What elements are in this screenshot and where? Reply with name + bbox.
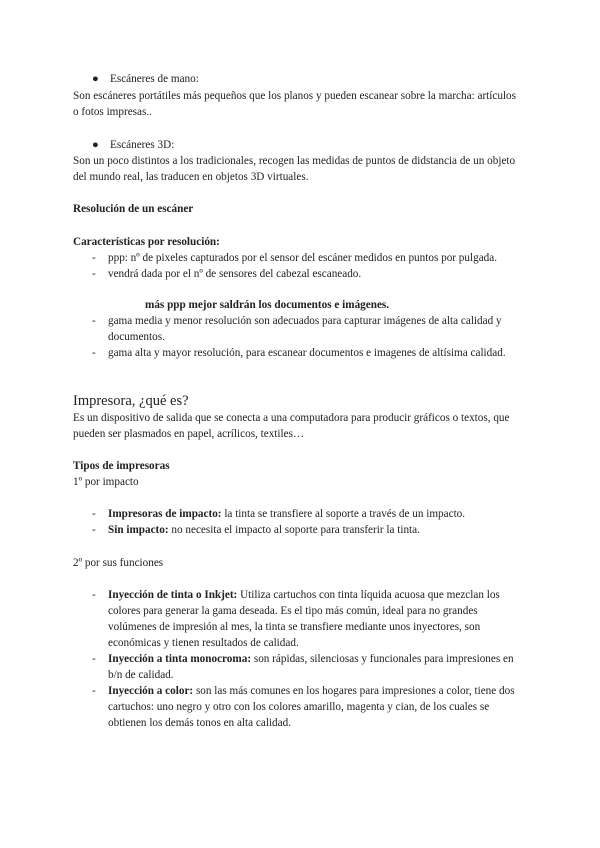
hand-scanners-text: Son escáneres portátiles más pequeños que los planos y pueden escanear sobre la marcha: artículos o fotos impresas.. xyxy=(73,90,516,118)
3d-scanners-text: Son un poco distintos a los tradicionales, recogen las medidas de puntos de didstancia de un objeto del mundo real, las traducen en objetos 3D virtuales. xyxy=(73,155,516,183)
bullet-label: Escáneres de mano: xyxy=(110,73,199,85)
bullet-dot: ● xyxy=(92,139,99,151)
by-function-label: 2º por sus funciones xyxy=(73,557,164,569)
list-item xyxy=(92,250,512,266)
dash-marker: - xyxy=(92,252,96,264)
bullet-label: Escáneres 3D: xyxy=(110,139,175,151)
list-item xyxy=(92,587,524,651)
dash-marker: - xyxy=(92,268,96,280)
list-item xyxy=(92,345,532,361)
item-desc: Utiliza cartuchos con tinta líquida acuosa que mezclan los colores para generar la gama deseada. Es el tipo más común, ideal para no grandes volúmenes de impresión al mes, la tinta se transfiere mediante unos inyectores, son económicas y tienen resultados de calidad. xyxy=(108,589,500,649)
item-term: Impresoras de impacto: xyxy=(108,508,222,520)
printer-text: Es un dispositivo de salida que se conecta a una computadora para producir gráficos o textos, que pueden ser plasmados en papel, acrílicos, textiles… xyxy=(73,412,510,440)
item-term: Sin impacto: xyxy=(108,524,169,536)
item-term: Inyección a color: xyxy=(108,685,194,697)
list-item xyxy=(92,683,524,731)
dash-marker: - xyxy=(92,685,96,697)
resolution-list-2 xyxy=(92,313,532,361)
dash-marker: - xyxy=(92,508,96,520)
list-item-text: gama alta y mayor resolución, para escanear documentos e imagenes de altísima calidad. xyxy=(108,347,506,359)
list-item xyxy=(92,651,524,683)
list-item xyxy=(92,313,532,345)
item-desc: son rápidas, silenciosas y funcionales para impresiones en b/n de calidad. xyxy=(108,653,514,681)
item-desc: la tinta se transfiere al soporte a través de un impacto. xyxy=(221,508,466,520)
resolution-heading: Resolución de un escáner xyxy=(73,203,194,215)
item-term: Inyección a tinta monocroma: xyxy=(108,653,252,665)
dash-marker: - xyxy=(92,315,96,327)
bullet-dot: ● xyxy=(92,73,99,85)
function-list xyxy=(92,587,524,731)
item-desc: no necesita el impacto al soporte para transferir la tinta. xyxy=(168,524,420,536)
resolution-subheading: Características por resolución: xyxy=(73,236,220,248)
printer-heading: Impresora, ¿qué es? xyxy=(73,393,189,409)
by-impact-label: 1º por impacto xyxy=(73,476,139,488)
dash-marker: - xyxy=(92,347,96,359)
printer-types-heading: Tipos de impresoras xyxy=(73,460,170,472)
resolution-list xyxy=(92,250,512,282)
list-item xyxy=(92,506,532,522)
list-item-text: vendrá dada por el nº de sensores del cabezal escaneado. xyxy=(108,268,362,280)
item-desc: son las más comunes en los hogares para impresiones a color, tiene dos cartuchos: uno negro y otro con los colores amarillo, magenta y cian, de los cuales se obtienen los demás tonos en alta calidad. xyxy=(108,685,515,729)
item-term: Inyección de tinta o Inkjet: xyxy=(108,589,238,601)
dash-marker: - xyxy=(92,524,96,536)
list-item-text: ppp: nº de pixeles capturados por el sensor del escáner medidos en puntos por pulgada. xyxy=(108,252,498,264)
list-item xyxy=(92,522,532,538)
list-item xyxy=(92,266,512,282)
dash-marker: - xyxy=(92,589,96,601)
resolution-emphasis: más ppp mejor saldrán los documentos e imágenes. xyxy=(145,299,390,311)
list-item-text: gama media y menor resolución son adecuados para capturar imágenes de alta calidad y documentos. xyxy=(108,315,502,343)
impact-list xyxy=(92,506,532,538)
dash-marker: - xyxy=(92,653,96,665)
